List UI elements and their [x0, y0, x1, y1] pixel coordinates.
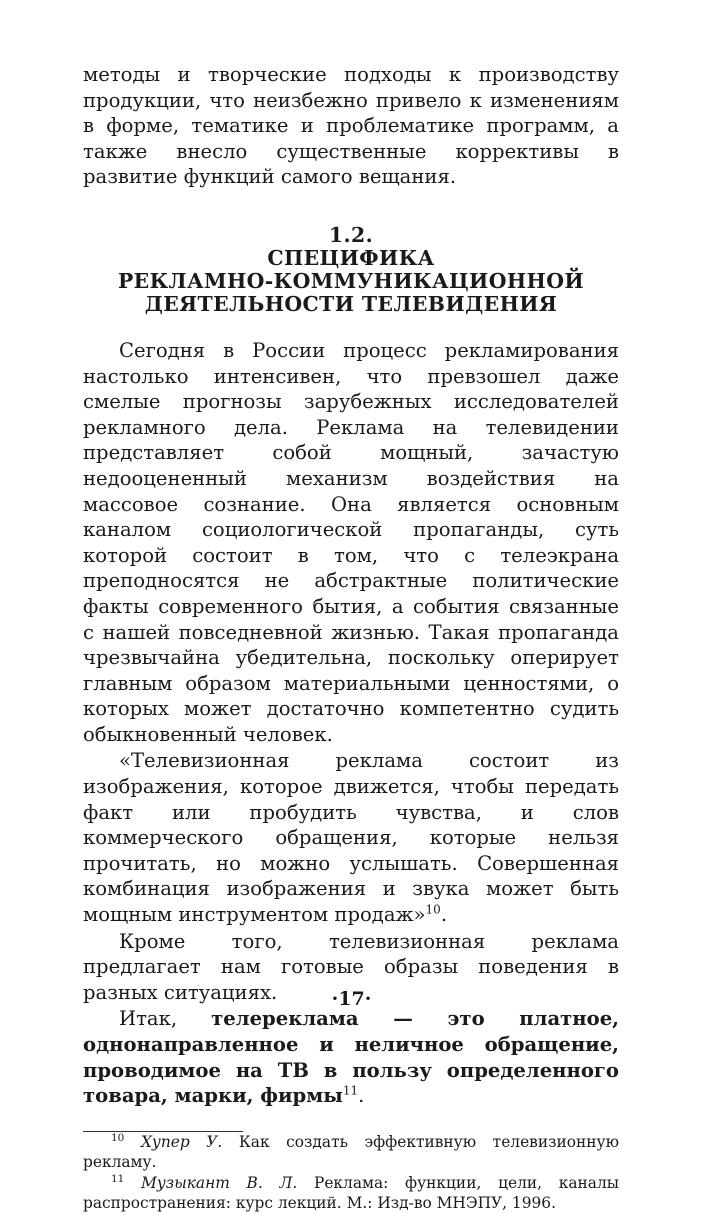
section-number: 1.2. — [328, 222, 374, 247]
definition-bold: телереклама — это платное, однонаправленное и неличное обращение, проводимое на ТВ в пользу определенного товара, марки, фирмы — [83, 1007, 619, 1108]
paragraph-3: Кроме того, телевизионная реклама предлагает нам готовые образы поведения в разных ситуациях. — [83, 929, 619, 1004]
paragraph-2-end: . — [440, 903, 448, 927]
footnote-11-author: Музыкант В. Л. — [141, 1173, 298, 1192]
intro-paragraph: методы и творческие подходы к производству продукции, что неизбежно привело к изменениям в форме, тематике и проблематике программ, а также внесло существенные коррективы в развитие функций самого вещания. — [83, 63, 619, 189]
section-title-line-3: ДЕЯТЕЛЬНОСТИ ТЕЛЕВИДЕНИЯ — [144, 291, 558, 316]
footnote-10-text: Как создать эффективную телевизионную рекламу. — [83, 1132, 619, 1172]
section-title-line-1: СПЕЦИФИКА — [267, 245, 435, 270]
footnote-10-number: 10 — [111, 1131, 125, 1144]
footnote-11 — [83, 1173, 619, 1214]
footnote-10-author: Хупер У. — [140, 1132, 223, 1151]
paragraph-2 — [83, 748, 619, 927]
paragraph-2-text: «Телевизионная реклама состоит из изображения, которое движется, чтобы передать факт или пробудить чувства, и слов коммерческого обращения, которые нельзя прочитать, но можно услышать. Совершенная комбинация изображения и звука может быть мощным инструментом продаж» — [83, 749, 619, 927]
paragraph-1: Сегодня в России процесс рекламирования настолько интенсивен, что превзошел даже смелые прогнозы зарубежных исследователей рекламного дела. Реклама на телевидении представляет собой мощный, зачастую недооцененный механизм воздействия на массовое сознание. Она является основным каналом социологической пропаганды, суть которой состоит в том, что с телеэкрана преподносятся не абстрактные политические факты современного бытия, а события связанные с нашей повседневной жизнью. Такая пропаганда чрезвычайна убедительна, поскольку оперирует главным образом материальными ценностями, о которых может достаточно компетентно судить обыкновенный человек. — [83, 338, 619, 746]
footnote-10 — [83, 1132, 619, 1173]
paragraph-4-end: . — [358, 1084, 365, 1108]
footnote-ref-10[interactable]: 10 — [425, 902, 441, 917]
footnote-11-text: Реклама: функции, цели, каналы распространения: курс лекций. М.: Изд-во МНЭПУ, 1996. — [83, 1173, 619, 1213]
paragraph-4-lead: Итак, — [119, 1007, 212, 1031]
paragraph-4 — [83, 1006, 619, 1108]
section-title-line-2: РЕКЛАМНО-КОММУНИКАЦИОННОЙ — [117, 268, 585, 293]
page-number: ·17· — [331, 988, 372, 1010]
footnote-ref-11[interactable]: 11 — [342, 1083, 359, 1098]
page-content — [83, 62, 619, 1214]
footnote-11-number: 11 — [111, 1172, 125, 1185]
section-heading — [83, 224, 619, 316]
